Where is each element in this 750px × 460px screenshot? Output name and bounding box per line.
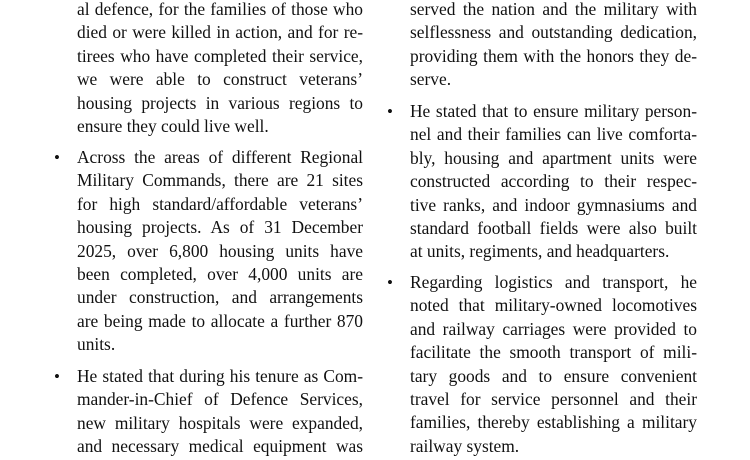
text-line: providing them with the honors they de- — [410, 45, 697, 66]
text-line: constructed according to their respec- — [410, 171, 697, 192]
text-line: ensure they could live well. — [77, 116, 269, 136]
text-line: we were able to construct veterans’ — [77, 69, 363, 90]
bullet-icon: • — [54, 148, 60, 167]
text-line: 2025, over 6,800 housing units have — [77, 240, 363, 261]
text-line: noted that military-owned locomotives — [410, 295, 697, 316]
text-line: been completed, over 4,000 units are — [77, 264, 363, 284]
text-line: mander-in-Chief of Defence Services, — [77, 389, 363, 410]
bullet-icon: • — [387, 273, 393, 292]
text-line: are being made to allocate a further 870 — [77, 310, 363, 331]
text-line: new military hospitals were expanded, — [77, 412, 363, 433]
text-line: tirees who have completed their service, — [77, 45, 363, 66]
text-line: Military Commands, there are 21 sites — [77, 170, 363, 191]
text-line: He stated that during his tenure as Com- — [77, 366, 363, 386]
text-line: at units, regiments, and headquarters. — [410, 241, 670, 262]
text-line: nel and their families can live comforta- — [410, 124, 697, 145]
text-line: al defence, for the families of those who — [77, 0, 363, 19]
text-line: served the nation and the military with — [410, 0, 697, 19]
text-line: Across the areas of different Regional — [77, 147, 363, 167]
text-line: died or were killed in action, and for re- — [77, 22, 363, 43]
text-line: railway system. — [410, 435, 520, 456]
text-line: facilitate the smooth transport of mili- — [410, 342, 697, 363]
text-line: serve. — [410, 69, 452, 90]
text-line: and necessary medical equipment was — [77, 436, 363, 457]
bullet-icon: • — [54, 367, 60, 386]
text-line: tive ranks, and indoor gymnasiums and — [410, 194, 697, 215]
text-line: tary goods and to ensure convenient — [410, 365, 697, 386]
text-line: housing projects. As of 31 December — [77, 217, 363, 238]
text-line: under construction, and arrangements — [77, 287, 363, 308]
text-line: travel for service personnel and their — [410, 389, 697, 409]
text-line: selflessness and outstanding dedication, — [410, 22, 697, 43]
text-line: for high standard/affordable veterans’ — [77, 193, 363, 214]
bullet-icon: • — [387, 102, 393, 121]
text-line: He stated that to ensure military person- — [410, 101, 697, 121]
text-line: families, thereby establishing a military — [410, 412, 697, 433]
text-line: bly, housing and apartment units were — [410, 147, 697, 168]
text-line: units. — [77, 334, 116, 355]
text-line: and railway carriages were provided to — [410, 318, 697, 339]
text-line: standard football fields were also built — [410, 218, 697, 238]
text-line: housing projects in various regions to — [77, 92, 363, 113]
text-line: Regarding logistics and transport, he — [410, 272, 697, 292]
